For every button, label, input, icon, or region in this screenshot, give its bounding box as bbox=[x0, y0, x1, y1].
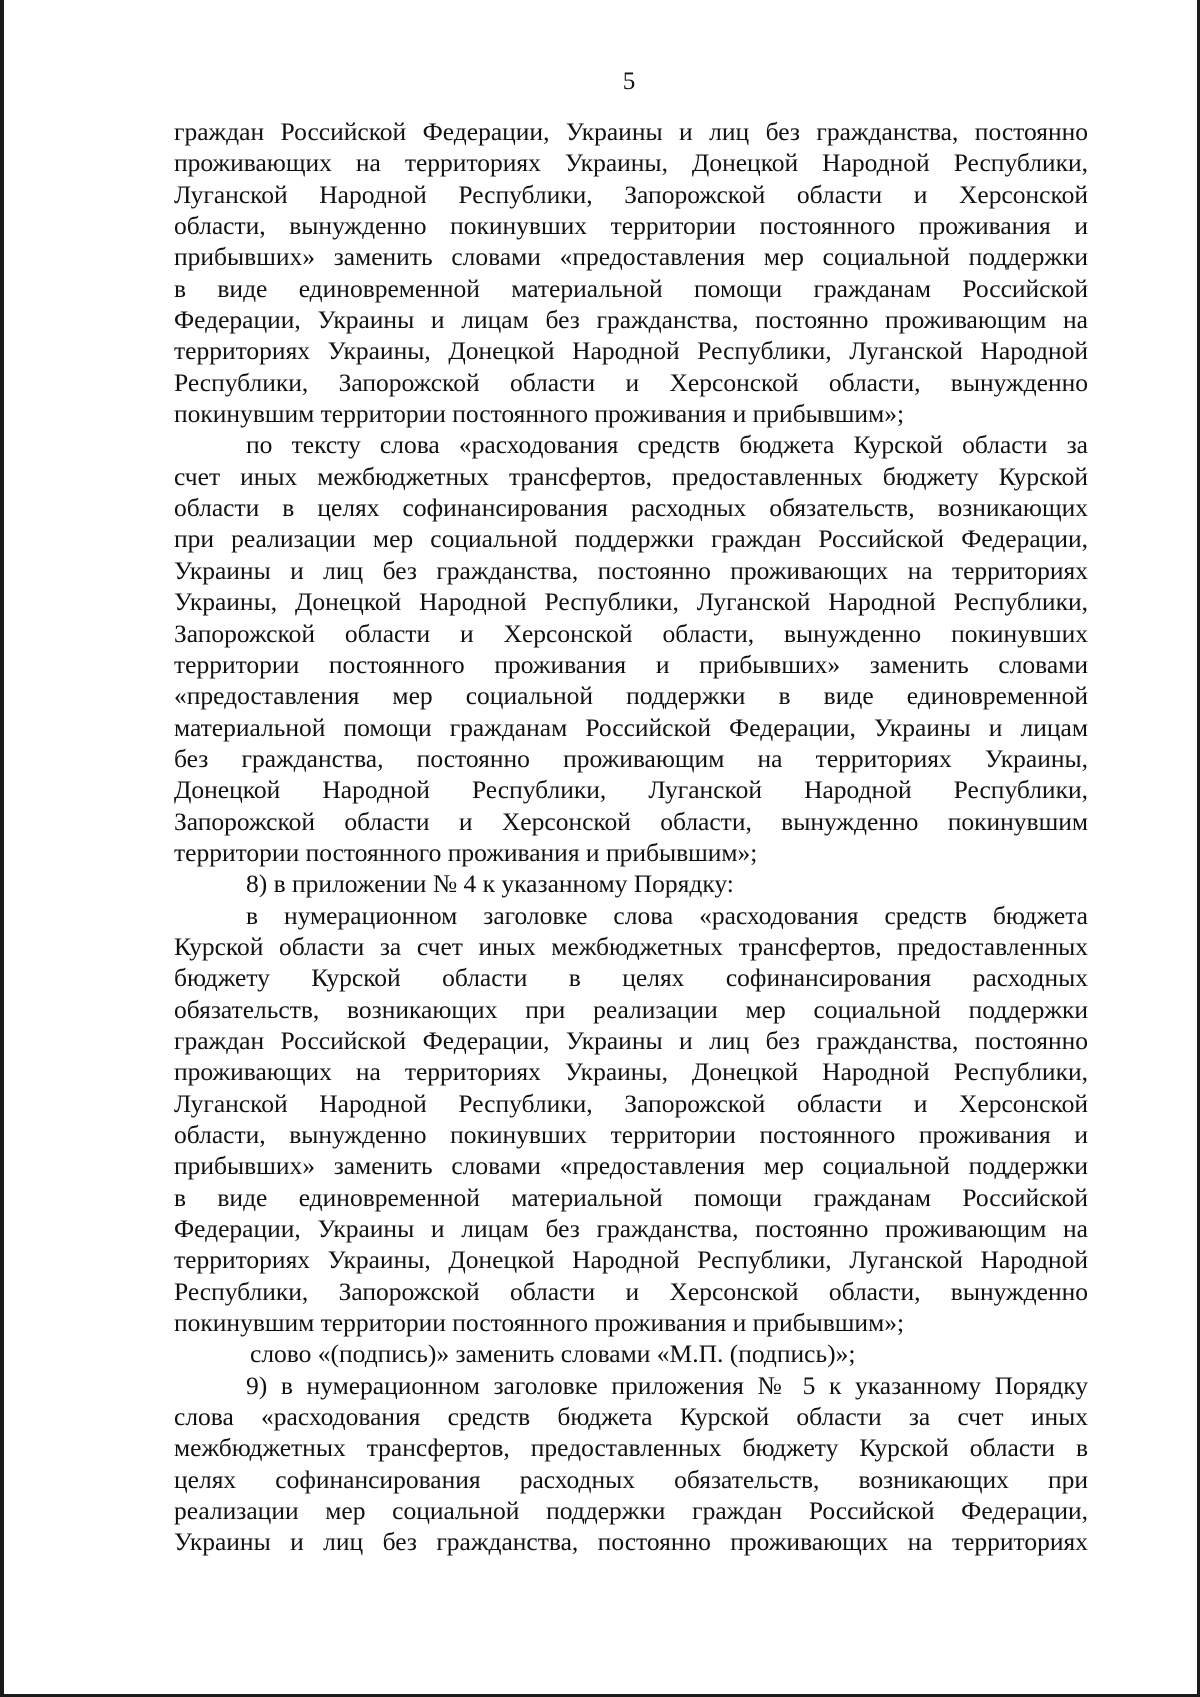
text-line: слова «расходования средств бюджета Курской области за счет иных bbox=[174, 1402, 1088, 1432]
document-body bbox=[174, 116, 1088, 1558]
text-line: без гражданства, постоянно проживающим на территориях Украины, bbox=[174, 743, 1088, 773]
text-line: покинувшим территории постоянного проживания и прибывшим»; bbox=[174, 399, 905, 429]
text-line: прибывших» заменить словами «предоставления мер социальной поддержки bbox=[174, 1151, 1088, 1181]
text-line: межбюджетных трансфертов, предоставленных бюджету Курской области в bbox=[174, 1433, 1088, 1463]
text-line: области в целях софинансирования расходных обязательств, возникающих bbox=[174, 493, 1088, 523]
page-number: 5 bbox=[622, 68, 636, 95]
text-line: Донецкой Народной Республики, Луганской Народной Республики, bbox=[174, 775, 1088, 805]
text-line: Курской области за счет иных межбюджетных трансфертов, предоставленных bbox=[174, 931, 1088, 961]
text-line: слово «(подпись)» заменить словами «М.П. (подпись)»; bbox=[250, 1339, 856, 1369]
text-line: Запорожской области и Херсонской области, вынужденно покинувшим bbox=[174, 806, 1088, 836]
text-line: Луганской Народной Республики, Запорожской области и Херсонской bbox=[174, 179, 1088, 209]
text-line: в нумерационном заголовке слова «расходования средств бюджета bbox=[246, 900, 1088, 930]
text-line: покинувшим территории постоянного проживания и прибывшим»; bbox=[174, 1308, 905, 1338]
text-line: «предоставления мер социальной поддержки в виде единовременной bbox=[174, 681, 1088, 711]
text-line: реализации мер социальной поддержки граждан Российской Федерации, bbox=[174, 1496, 1088, 1526]
text-line: бюджету Курской области в целях софинансирования расходных bbox=[174, 963, 1088, 993]
text-line: территориях Украины, Донецкой Народной Республики, Луганской Народной bbox=[174, 336, 1088, 366]
scan-border-left bbox=[0, 0, 4, 1697]
text-line: по тексту слова «расходования средств бюджета Курской области за bbox=[246, 430, 1088, 460]
text-line: граждан Российской Федерации, Украины и лиц без гражданства, постоянно bbox=[174, 1025, 1088, 1055]
text-line: Украины, Донецкой Народной Республики, Луганской Народной Республики, bbox=[174, 587, 1088, 617]
text-line: 9) в нумерационном заголовке приложения № 5 к указанному Порядку bbox=[246, 1370, 1088, 1400]
text-line: материальной помощи гражданам Российской Федерации, Украины и лицам bbox=[174, 712, 1088, 742]
text-line: 8) в приложении № 4 к указанному Порядку: bbox=[246, 869, 734, 899]
text-line: Запорожской области и Херсонской области, вынужденно покинувших bbox=[174, 618, 1088, 648]
text-line: целях софинансирования расходных обязательств, возникающих при bbox=[174, 1464, 1088, 1494]
text-line: проживающих на территориях Украины, Донецкой Народной Республики, bbox=[174, 1057, 1088, 1087]
text-line: при реализации мер социальной поддержки граждан Российской Федерации, bbox=[174, 524, 1088, 554]
text-line: области, вынужденно покинувших территории постоянного проживания и bbox=[174, 1120, 1088, 1149]
text-line: граждан Российской Федерации, Украины и лиц без гражданства, постоянно bbox=[174, 117, 1088, 146]
text-line: обязательств, возникающих при реализации мер социальной поддержки bbox=[174, 994, 1088, 1024]
text-line: территории постоянного проживания и прибывших» заменить словами bbox=[174, 649, 1088, 679]
text-line: области, вынужденно покинувших территории постоянного проживания и bbox=[174, 211, 1088, 241]
text-line: Федерации, Украины и лицам без гражданства, постоянно проживающим на bbox=[174, 305, 1088, 335]
text-line: проживающих на территориях Украины, Донецкой Народной Республики, bbox=[174, 148, 1088, 178]
text-line: Украины и лиц без гражданства, постоянно проживающих на территориях bbox=[174, 1527, 1088, 1557]
text-line: в виде единовременной материальной помощи гражданам Российской bbox=[174, 1182, 1088, 1212]
text-line: прибывших» заменить словами «предоставления мер социальной поддержки bbox=[174, 242, 1088, 272]
text-line: в виде единовременной материальной помощи гражданам Российской bbox=[174, 273, 1088, 303]
text-line: Республики, Запорожской области и Херсонской области, вынужденно bbox=[174, 367, 1088, 397]
text-line: Федерации, Украины и лицам без гражданства, постоянно проживающим на bbox=[174, 1214, 1088, 1244]
text-line: территориях Украины, Донецкой Народной Республики, Луганской Народной bbox=[174, 1245, 1088, 1275]
text-line: Луганской Народной Республики, Запорожской области и Херсонской bbox=[174, 1088, 1088, 1118]
text-line: счет иных межбюджетных трансфертов, предоставленных бюджету Курской bbox=[174, 461, 1088, 491]
text-line: Украины и лиц без гражданства, постоянно проживающих на территориях bbox=[174, 555, 1088, 585]
text-line: территории постоянного проживания и прибывшим»; bbox=[174, 837, 758, 867]
text-line: Республики, Запорожской области и Херсонской области, вынужденно bbox=[174, 1276, 1088, 1306]
